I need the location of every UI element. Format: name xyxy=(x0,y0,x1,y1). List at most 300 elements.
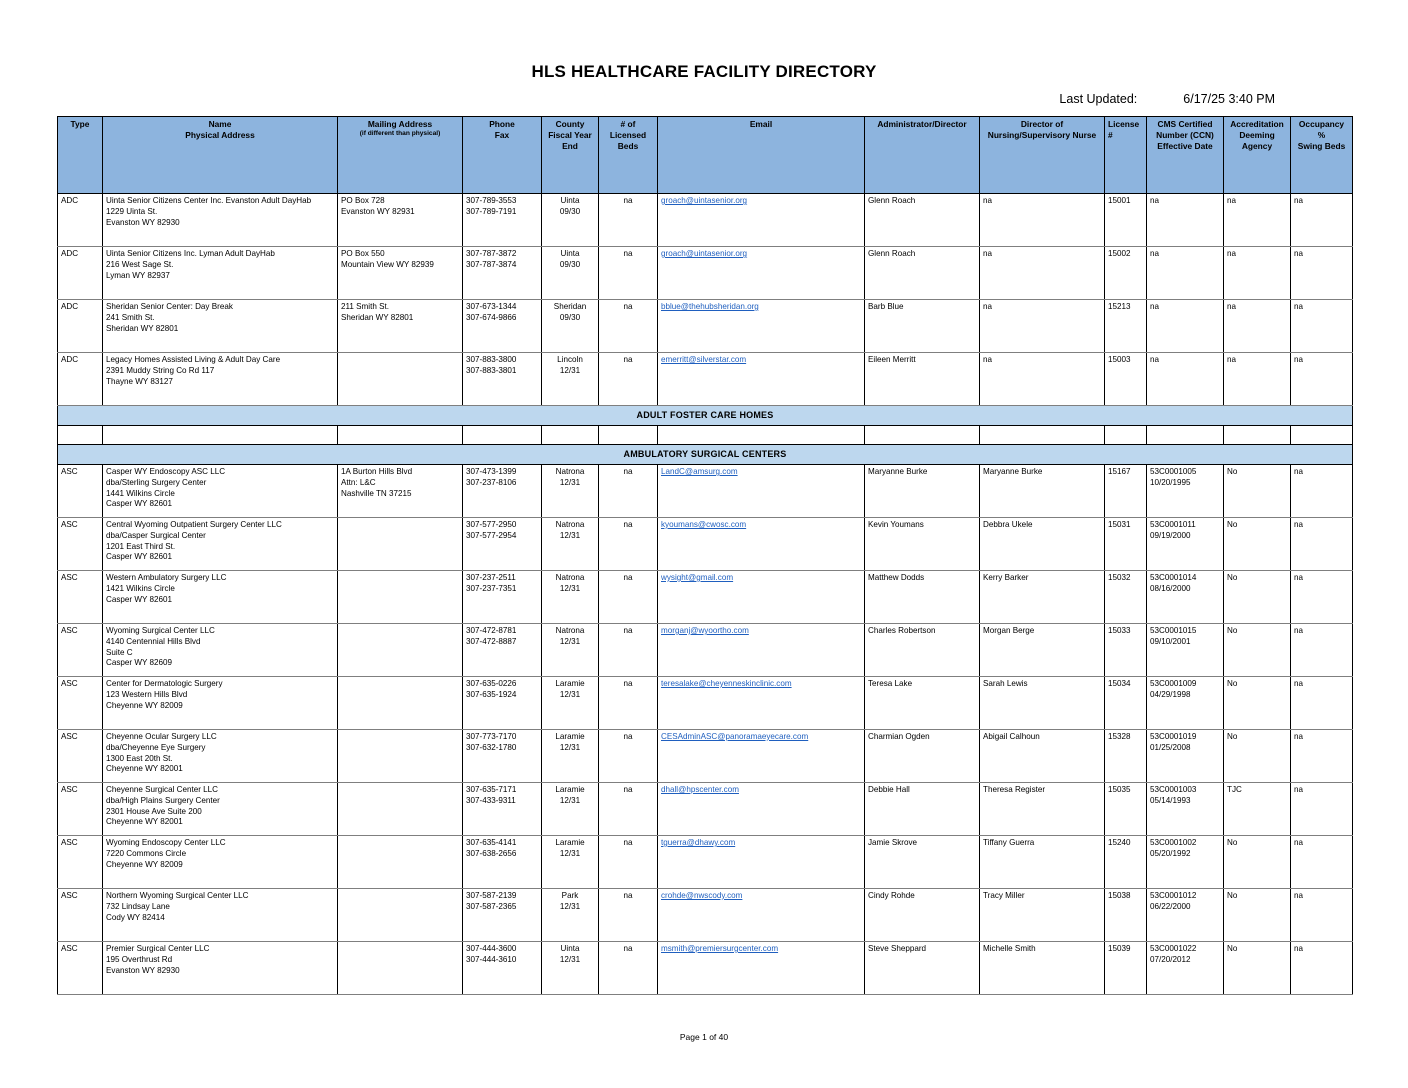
column-header-line: Administrator/Director xyxy=(877,119,967,129)
column-header-line: % xyxy=(1317,130,1326,141)
cell-name xyxy=(103,783,338,836)
cell-administrator-director: Charles Robertson xyxy=(865,624,980,677)
mailing-address-line: PO Box 550 xyxy=(341,249,385,258)
county-line: Natrona xyxy=(555,467,585,476)
cell-county-fiscal-year xyxy=(542,942,599,995)
facility-name-line: Casper WY 82609 xyxy=(106,658,172,668)
cell-phone-fax xyxy=(463,571,542,624)
cell-accreditation-agency: No xyxy=(1224,730,1291,783)
cell-name xyxy=(103,300,338,353)
facility-name-line: 2301 House Ave Suite 200 xyxy=(106,806,202,816)
cell-name xyxy=(103,194,338,247)
cell-county-fiscal-year xyxy=(542,194,599,247)
cell-cms-certified-number xyxy=(1147,889,1224,942)
facility-name-line: Wyoming Surgical Center LLC xyxy=(106,626,215,635)
cell-licensed-beds: na xyxy=(599,353,658,406)
cell-email xyxy=(658,624,865,677)
cell-email xyxy=(658,889,865,942)
cell-administrator-director: Steve Sheppard xyxy=(865,942,980,995)
column-header-email xyxy=(658,117,865,194)
cell-type: ASC xyxy=(58,465,103,518)
ccn-line: 07/20/2012 xyxy=(1150,954,1191,964)
ccn-line: 53C0001009 xyxy=(1150,679,1197,688)
column-header-occupancy-swing-beds xyxy=(1291,117,1353,194)
facility-directory-table xyxy=(57,116,1353,995)
mailing-address-line: Nashville TN 37215 xyxy=(341,488,412,498)
phone-line: 307-433-9311 xyxy=(466,795,516,805)
cell-administrator-director: Charmian Ogden xyxy=(865,730,980,783)
facility-name-line: dba/Cheyenne Eye Surgery xyxy=(106,742,206,752)
spacer-cell xyxy=(58,426,103,445)
table-row xyxy=(58,571,1353,624)
facility-name-line: Wyoming Endoscopy Center LLC xyxy=(106,838,226,847)
table-row xyxy=(58,730,1353,783)
cell-cms-certified-number xyxy=(1147,677,1224,730)
ccn-line: na xyxy=(1150,196,1160,205)
cell-email xyxy=(658,465,865,518)
facility-name-line: 1201 East Third St. xyxy=(106,541,176,551)
spacer-cell xyxy=(1105,426,1147,445)
email-link[interactable]: crohde@nwscody.com xyxy=(661,891,743,900)
facility-name-line: Legacy Homes Assisted Living & Adult Day Care xyxy=(106,355,281,364)
phone-line: 307-789-7191 xyxy=(466,206,517,216)
facility-name-line: 123 Western Hills Blvd xyxy=(106,689,188,699)
cell-mailing-address xyxy=(338,783,463,836)
column-header-line: End xyxy=(562,141,578,152)
column-header-line: Occupancy xyxy=(1298,119,1345,129)
county-line: 12/31 xyxy=(559,530,581,540)
county-line: Natrona xyxy=(555,573,585,582)
table-row xyxy=(58,889,1353,942)
cell-accreditation-agency: No xyxy=(1224,889,1291,942)
column-header-name xyxy=(103,117,338,194)
cell-license-number: 15003 xyxy=(1105,353,1147,406)
cell-occupancy-swing-beds: na xyxy=(1291,465,1353,518)
cell-administrator-director: Glenn Roach xyxy=(865,194,980,247)
cell-licensed-beds: na xyxy=(599,677,658,730)
county-line: 12/31 xyxy=(559,901,581,911)
phone-line: 307-787-3874 xyxy=(466,259,517,269)
facility-name-line: Cheyenne WY 82001 xyxy=(106,764,183,774)
ccn-line: 53C0001003 xyxy=(1150,785,1197,794)
column-header-line: CMS Certified xyxy=(1157,119,1213,129)
phone-line: 307-635-0226 xyxy=(466,679,517,688)
facility-name-line: Northern Wyoming Surgical Center LLC xyxy=(106,891,249,900)
facility-name-line: Premier Surgical Center LLC xyxy=(106,944,210,953)
cell-license-number: 15002 xyxy=(1105,247,1147,300)
email-link[interactable]: kyoumans@cwosc.com xyxy=(661,520,747,529)
column-header-mailing-address xyxy=(338,117,463,194)
cell-phone-fax xyxy=(463,942,542,995)
county-line: 09/30 xyxy=(559,206,581,216)
cell-mailing-address xyxy=(338,465,463,518)
facility-name-line: Casper WY Endoscopy ASC LLC xyxy=(106,467,226,476)
cell-county-fiscal-year xyxy=(542,730,599,783)
table-header xyxy=(58,117,1353,194)
facility-name-line: Western Ambulatory Surgery LLC xyxy=(106,573,227,582)
spacer-cell xyxy=(1147,426,1224,445)
cell-email xyxy=(658,783,865,836)
ccn-line: 09/19/2000 xyxy=(1150,530,1191,540)
table-row xyxy=(58,300,1353,353)
mailing-address-line: 211 Smith St. xyxy=(341,302,389,311)
cell-licensed-beds: na xyxy=(599,889,658,942)
facility-name-line: dba/Casper Surgical Center xyxy=(106,530,206,540)
facility-name-line: 1300 East 20th St. xyxy=(106,753,173,763)
cell-licensed-beds: na xyxy=(599,624,658,677)
cell-accreditation-agency: No xyxy=(1224,942,1291,995)
facility-name-line: 1441 Wilkins Circle xyxy=(106,488,175,498)
spacer-cell xyxy=(338,426,463,445)
ccn-line: 05/14/1993 xyxy=(1150,795,1191,805)
table-row xyxy=(58,518,1353,571)
column-header-line: Mailing Address xyxy=(367,119,433,129)
county-line: Natrona xyxy=(555,626,585,635)
column-header-line: Name xyxy=(208,119,232,129)
ccn-line: 05/20/1992 xyxy=(1150,848,1191,858)
county-line: 12/31 xyxy=(559,954,581,964)
cell-email xyxy=(658,247,865,300)
cell-occupancy-swing-beds: na xyxy=(1291,353,1353,406)
cell-name xyxy=(103,465,338,518)
cell-license-number: 15032 xyxy=(1105,571,1147,624)
cell-name xyxy=(103,518,338,571)
phone-line: 307-472-8781 xyxy=(466,626,517,635)
cell-cms-certified-number xyxy=(1147,624,1224,677)
column-header-line: Beds xyxy=(617,141,639,152)
cell-license-number: 15001 xyxy=(1105,194,1147,247)
facility-name-line: 1421 Wilkins Circle xyxy=(106,583,175,593)
spacer-cell xyxy=(463,426,542,445)
cell-accreditation-agency: TJC xyxy=(1224,783,1291,836)
cell-phone-fax xyxy=(463,783,542,836)
cell-administrator-director: Debbie Hall xyxy=(865,783,980,836)
cell-license-number: 15039 xyxy=(1105,942,1147,995)
mailing-address-line: 1A Burton Hills Blvd xyxy=(341,467,413,476)
cell-county-fiscal-year xyxy=(542,836,599,889)
email-link[interactable]: LandC@amsurg.com xyxy=(661,467,738,476)
cell-director-of-nursing: na xyxy=(980,353,1105,406)
header-row xyxy=(58,117,1353,194)
cell-type: ADC xyxy=(58,194,103,247)
cell-phone-fax xyxy=(463,677,542,730)
cell-county-fiscal-year xyxy=(542,300,599,353)
cell-county-fiscal-year xyxy=(542,889,599,942)
cell-licensed-beds: na xyxy=(599,247,658,300)
cell-county-fiscal-year xyxy=(542,571,599,624)
cell-licensed-beds: na xyxy=(599,465,658,518)
cell-occupancy-swing-beds: na xyxy=(1291,677,1353,730)
column-header-line: Director of xyxy=(1020,119,1064,129)
cell-licensed-beds: na xyxy=(599,942,658,995)
mailing-address-line: PO Box 728 xyxy=(341,196,385,205)
column-header-line: Physical Address xyxy=(185,130,255,141)
column-header-line: Nursing/Supervisory Nurse xyxy=(987,130,1097,141)
cell-type: ADC xyxy=(58,247,103,300)
phone-line: 307-587-2139 xyxy=(466,891,517,900)
email-link[interactable]: dhall@hpscenter.com xyxy=(661,785,739,794)
county-line: Lincoln xyxy=(557,355,583,364)
cell-email xyxy=(658,677,865,730)
cell-email xyxy=(658,518,865,571)
mailing-address-line: Evanston WY 82931 xyxy=(341,206,415,216)
cell-type: ASC xyxy=(58,783,103,836)
cell-type: ASC xyxy=(58,730,103,783)
cell-county-fiscal-year xyxy=(542,783,599,836)
mailing-address-line: Mountain View WY 82939 xyxy=(341,259,434,269)
cell-phone-fax xyxy=(463,194,542,247)
cell-county-fiscal-year xyxy=(542,465,599,518)
cell-name xyxy=(103,889,338,942)
cell-administrator-director: Cindy Rohde xyxy=(865,889,980,942)
county-line: Uinta xyxy=(560,944,580,953)
cell-phone-fax xyxy=(463,465,542,518)
phone-line: 307-883-3800 xyxy=(466,355,517,364)
ccn-line: na xyxy=(1150,302,1160,311)
cell-accreditation-agency: No xyxy=(1224,677,1291,730)
column-header-line: Number (CCN) xyxy=(1156,130,1214,141)
cell-mailing-address xyxy=(338,730,463,783)
cell-occupancy-swing-beds: na xyxy=(1291,247,1353,300)
table-row xyxy=(58,353,1353,406)
ccn-line: na xyxy=(1150,249,1160,258)
cell-director-of-nursing: Debbra Ukele xyxy=(980,518,1105,571)
column-header-line: Effective Date xyxy=(1157,141,1213,152)
spacer-cell xyxy=(599,426,658,445)
facility-name-line: 7220 Commons Circle xyxy=(106,848,187,858)
table-row xyxy=(58,194,1353,247)
spacer-cell xyxy=(980,426,1105,445)
column-header-cms-certified-number xyxy=(1147,117,1224,194)
ccn-line: 53C0001019 xyxy=(1150,732,1197,741)
table-body xyxy=(58,194,1353,995)
phone-line: 307-577-2954 xyxy=(466,530,517,540)
facility-name-line: Casper WY 82601 xyxy=(106,594,172,604)
cell-cms-certified-number xyxy=(1147,518,1224,571)
ccn-line: 53C0001002 xyxy=(1150,838,1197,847)
phone-line: 307-635-1924 xyxy=(466,689,517,699)
cell-director-of-nursing: Kerry Barker xyxy=(980,571,1105,624)
phone-line: 307-883-3801 xyxy=(466,365,517,375)
cell-cms-certified-number xyxy=(1147,300,1224,353)
facility-name-line: Cody WY 82414 xyxy=(106,912,165,922)
phone-line: 307-444-3610 xyxy=(466,954,517,964)
table-row xyxy=(58,942,1353,995)
ccn-line: 53C0001022 xyxy=(1150,944,1197,953)
cell-administrator-director: Teresa Lake xyxy=(865,677,980,730)
cell-director-of-nursing: Abigail Calhoun xyxy=(980,730,1105,783)
cell-cms-certified-number xyxy=(1147,730,1224,783)
cell-director-of-nursing: Sarah Lewis xyxy=(980,677,1105,730)
column-header-license-number xyxy=(1105,117,1147,194)
column-header-accreditation-deeming-agency xyxy=(1224,117,1291,194)
phone-line: 307-673-1344 xyxy=(466,302,517,311)
cell-director-of-nursing: Maryanne Burke xyxy=(980,465,1105,518)
section-header-row xyxy=(58,406,1353,426)
cell-mailing-address xyxy=(338,518,463,571)
ccn-line: 10/20/1995 xyxy=(1150,477,1191,487)
section-header-label: AMBULATORY SURGICAL CENTERS xyxy=(58,445,1353,465)
facility-name-line: 195 Overthrust Rd xyxy=(106,954,173,964)
cell-county-fiscal-year xyxy=(542,624,599,677)
cell-license-number: 15328 xyxy=(1105,730,1147,783)
spacer-cell xyxy=(1291,426,1353,445)
cell-phone-fax xyxy=(463,300,542,353)
table-row xyxy=(58,783,1353,836)
facility-name-line: Cheyenne WY 82009 xyxy=(106,700,183,710)
column-header-director-of-nursing xyxy=(980,117,1105,194)
cell-accreditation-agency: No xyxy=(1224,836,1291,889)
cell-occupancy-swing-beds: na xyxy=(1291,942,1353,995)
email-link[interactable]: wysight@gmail.com xyxy=(661,573,734,582)
cell-occupancy-swing-beds: na xyxy=(1291,300,1353,353)
cell-name xyxy=(103,571,338,624)
facility-name-line: Cheyenne WY 82001 xyxy=(106,817,183,827)
county-line: 09/30 xyxy=(559,312,581,322)
facility-name-line: 1229 Uinta St. xyxy=(106,206,158,216)
cell-administrator-director: Maryanne Burke xyxy=(865,465,980,518)
cell-accreditation-agency: No xyxy=(1224,518,1291,571)
cell-license-number: 15038 xyxy=(1105,889,1147,942)
cell-licensed-beds: na xyxy=(599,730,658,783)
county-line: Laramie xyxy=(555,732,585,741)
column-header-line: Email xyxy=(749,119,773,129)
ccn-line: 53C0001015 xyxy=(1150,626,1197,635)
phone-line: 307-577-2950 xyxy=(466,520,517,529)
column-header-licensed-beds xyxy=(599,117,658,194)
phone-line: 307-587-2365 xyxy=(466,901,517,911)
cell-phone-fax xyxy=(463,624,542,677)
county-line: Natrona xyxy=(555,520,585,529)
spacer-cell xyxy=(1224,426,1291,445)
email-link[interactable]: msmith@premiersurgcenter.com xyxy=(661,944,779,953)
cell-name xyxy=(103,624,338,677)
county-line: 12/31 xyxy=(559,636,581,646)
cell-county-fiscal-year xyxy=(542,518,599,571)
column-header-line: License xyxy=(1108,119,1140,129)
cell-director-of-nursing: Theresa Register xyxy=(980,783,1105,836)
cell-email xyxy=(658,836,865,889)
column-header-line: Phone xyxy=(489,119,515,129)
cell-occupancy-swing-beds: na xyxy=(1291,730,1353,783)
cell-license-number: 15031 xyxy=(1105,518,1147,571)
cell-cms-certified-number xyxy=(1147,465,1224,518)
phone-line: 307-444-3600 xyxy=(466,944,517,953)
email-link[interactable]: groach@uintasenior.org xyxy=(661,249,748,258)
last-updated-label: Last Updated: xyxy=(1059,92,1138,106)
last-updated-bar xyxy=(57,92,1351,106)
email-link[interactable]: teresalake@cheyenneskinclinic.com xyxy=(661,679,792,688)
facility-name-line: Sheridan Senior Center: Day Break xyxy=(106,302,233,311)
ccn-line: 04/29/1998 xyxy=(1150,689,1191,699)
cell-type: ADC xyxy=(58,353,103,406)
cell-accreditation-agency: na xyxy=(1224,194,1291,247)
cell-administrator-director: Kevin Youmans xyxy=(865,518,980,571)
cell-director-of-nursing: na xyxy=(980,300,1105,353)
cell-cms-certified-number xyxy=(1147,194,1224,247)
column-header-line: Type xyxy=(70,119,90,129)
cell-accreditation-agency: No xyxy=(1224,465,1291,518)
cell-occupancy-swing-beds: na xyxy=(1291,518,1353,571)
cell-email xyxy=(658,353,865,406)
cell-mailing-address xyxy=(338,194,463,247)
cell-administrator-director: Eileen Merritt xyxy=(865,353,980,406)
cell-email xyxy=(658,730,865,783)
cell-name xyxy=(103,730,338,783)
spacer-cell xyxy=(658,426,865,445)
phone-line: 307-638-2656 xyxy=(466,848,517,858)
cell-occupancy-swing-beds: na xyxy=(1291,194,1353,247)
cell-accreditation-agency: na xyxy=(1224,300,1291,353)
cell-name xyxy=(103,353,338,406)
cell-name xyxy=(103,677,338,730)
county-line: Laramie xyxy=(555,838,585,847)
phone-line: 307-789-3553 xyxy=(466,196,517,205)
cell-cms-certified-number xyxy=(1147,353,1224,406)
email-link[interactable]: groach@uintasenior.org xyxy=(661,196,748,205)
cell-license-number: 15213 xyxy=(1105,300,1147,353)
county-line: 12/31 xyxy=(559,477,581,487)
phone-line: 307-632-1780 xyxy=(466,742,517,752)
cell-phone-fax xyxy=(463,836,542,889)
facility-name-line: Casper WY 82601 xyxy=(106,552,172,562)
facility-name-line: Cheyenne Ocular Surgery LLC xyxy=(106,732,217,741)
section-header-row xyxy=(58,445,1353,465)
column-header-line: County xyxy=(555,119,585,129)
cell-occupancy-swing-beds: na xyxy=(1291,783,1353,836)
cell-mailing-address xyxy=(338,836,463,889)
spacer-cell xyxy=(542,426,599,445)
county-line: Uinta xyxy=(560,196,580,205)
email-link[interactable]: bblue@thehubsheridan.org xyxy=(661,302,759,311)
county-line: 12/31 xyxy=(559,689,581,699)
ccn-line: 06/22/2000 xyxy=(1150,901,1191,911)
cell-administrator-director: Barb Blue xyxy=(865,300,980,353)
cell-license-number: 15034 xyxy=(1105,677,1147,730)
email-link[interactable]: morganj@wyoortho.com xyxy=(661,626,749,635)
county-line: 12/31 xyxy=(559,795,581,805)
facility-name-line: dba/High Plains Surgery Center xyxy=(106,795,220,805)
cell-phone-fax xyxy=(463,518,542,571)
facility-name-line: Cheyenne Surgical Center LLC xyxy=(106,785,219,794)
cell-occupancy-swing-beds: na xyxy=(1291,624,1353,677)
county-line: Uinta xyxy=(560,249,580,258)
county-line: 09/30 xyxy=(559,259,581,269)
column-header-line: Deeming xyxy=(1239,130,1275,141)
facility-name-line: 4140 Centennial Hills Blvd xyxy=(106,636,201,646)
cell-county-fiscal-year xyxy=(542,677,599,730)
cell-director-of-nursing: na xyxy=(980,194,1105,247)
column-header-line: Swing Beds xyxy=(1297,141,1346,152)
table-row xyxy=(58,465,1353,518)
cell-licensed-beds: na xyxy=(599,571,658,624)
email-link[interactable]: tguerra@dhawy.com xyxy=(661,838,736,847)
email-link[interactable]: emerritt@silverstar.com xyxy=(661,355,747,364)
cell-email xyxy=(658,571,865,624)
county-line: Laramie xyxy=(555,679,585,688)
cell-mailing-address xyxy=(338,300,463,353)
cell-type: ASC xyxy=(58,889,103,942)
cell-cms-certified-number xyxy=(1147,571,1224,624)
facility-name-line: Suite C xyxy=(106,647,133,657)
ccn-line: 09/10/2001 xyxy=(1150,636,1191,646)
phone-line: 307-674-9866 xyxy=(466,312,517,322)
facility-name-line: Center for Dermatologic Surgery xyxy=(106,679,223,688)
email-link[interactable]: CESAdminASC@panoramaeyecare.com xyxy=(661,732,809,741)
cell-mailing-address xyxy=(338,624,463,677)
cell-accreditation-agency: na xyxy=(1224,247,1291,300)
cell-license-number: 15240 xyxy=(1105,836,1147,889)
